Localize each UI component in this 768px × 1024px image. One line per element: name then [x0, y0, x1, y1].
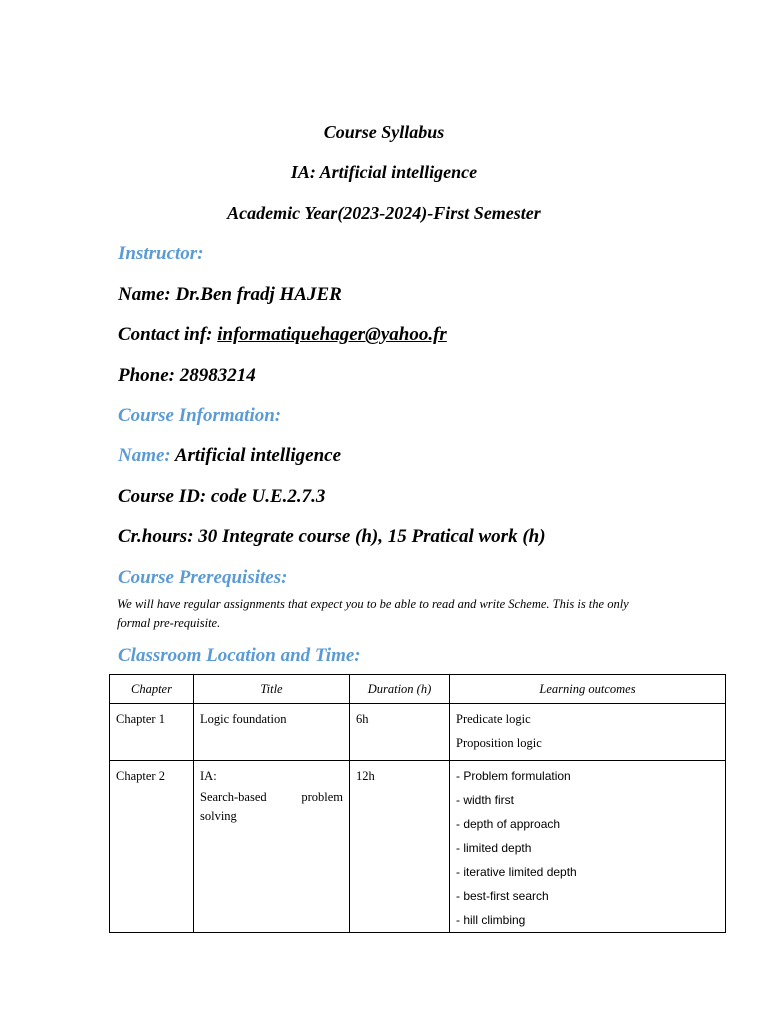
list-item: Predicate logic: [456, 712, 531, 726]
instructor-name: Name: Dr.Ben fradj HAJER: [118, 284, 342, 305]
chapter-cell: Chapter 2: [110, 761, 194, 933]
list-item: - hill climbing: [456, 913, 526, 927]
list-item: - Problem formulation: [456, 769, 571, 783]
list-item: - depth of approach: [456, 817, 561, 831]
classroom-heading: Classroom Location and Time:: [118, 645, 361, 666]
title-line: Search-based problem: [200, 790, 343, 804]
chapter-cell: Chapter 1: [110, 704, 194, 761]
list-item: - iterative limited depth: [456, 865, 577, 879]
contact-label: Contact inf:: [118, 324, 218, 345]
list-item: Proposition logic: [456, 736, 542, 750]
course-hours: Cr.hours: 30 Integrate course (h), 15 Pratical work (h): [118, 526, 546, 547]
academic-year: Academic Year(2023-2024)-First Semester: [227, 203, 541, 223]
list-item: - width first: [456, 793, 515, 807]
instructor-phone: Phone: 28983214: [118, 365, 256, 386]
contact-email-link[interactable]: informatiquehager@yahoo.fr: [217, 324, 447, 345]
title-cell: IA: Search-based problem solving: [194, 761, 350, 933]
list-item: - best-first search: [456, 889, 549, 903]
course-name-label: Name:: [118, 445, 175, 466]
duration-cell: 6h: [350, 704, 450, 761]
course-title: IA: Artificial intelligence: [290, 162, 478, 182]
prerequisites-text: We will have regular assignments that expect you to be able to read and write Scheme. This is the only formal pre-requisite.: [117, 597, 629, 630]
course-name-value: Artificial intelligence: [174, 445, 342, 466]
schedule-table: [109, 674, 726, 933]
title-cell: Logic foundation: [194, 704, 350, 761]
header-learning-outcomes: Learning outcomes: [450, 675, 726, 704]
instructor-contact: [118, 324, 447, 346]
header-title: Title: [194, 675, 350, 704]
table-row: [110, 761, 726, 933]
outcomes-cell: [450, 704, 726, 761]
title-line: solving: [200, 809, 237, 823]
table-row: [110, 704, 726, 761]
outcomes-cell: [450, 761, 726, 933]
course-id: Course ID: code U.E.2.7.3: [118, 486, 326, 507]
table-header-row: [110, 675, 726, 704]
list-item: - limited depth: [456, 841, 532, 855]
syllabus-title: Course Syllabus: [323, 122, 445, 142]
header-chapter: Chapter: [110, 675, 194, 704]
instructor-heading: Instructor:: [118, 243, 204, 264]
prerequisites-heading: Course Prerequisites:: [118, 567, 288, 588]
course-name: [118, 445, 341, 467]
duration-cell: 12h: [350, 761, 450, 933]
header-duration: Duration (h): [350, 675, 450, 704]
course-info-heading: Course Information:: [118, 405, 282, 426]
